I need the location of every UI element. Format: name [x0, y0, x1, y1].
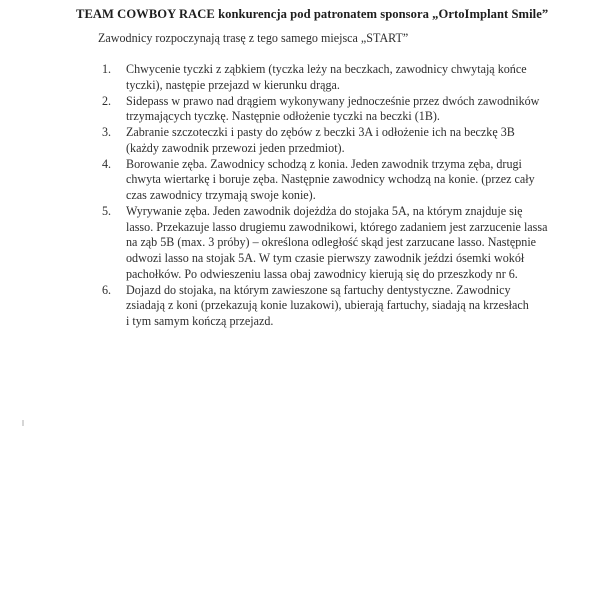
- step-text-line: na ząb 5B (max. 3 próby) – określona odległość skąd jest zarzucane lasso. Następnie: [126, 235, 537, 250]
- step-item: [102, 125, 522, 157]
- step-number: 3.: [102, 125, 112, 139]
- step-text-line: pachołków. Po odwieszeniu lassa obaj zawodnicy kierują się do przeszkody nr 6.: [126, 266, 518, 281]
- steps-list: [102, 62, 548, 330]
- step-text-line: lasso. Przekazuje lasso drugiemu zawodnikowi, którego zadaniem jest zarzucenie lassa: [126, 219, 548, 234]
- step-number: 2.: [102, 93, 112, 108]
- step-text-line: Wyrywanie zęba. Jeden zawodnik dojeżdża do stojaka 5A, na którym znajduje się: [126, 203, 523, 218]
- step-text-line: Zabranie szczoteczki i pasty do zębów z beczki 3A i odłożenie ich na beczkę 3B: [126, 125, 515, 139]
- step-item: [102, 156, 535, 204]
- step-text-line: Borowanie zęba. Zawodnicy schodzą z konia. Jeden zawodnik trzyma zęba, drugi: [126, 156, 522, 171]
- step-item: [102, 282, 529, 330]
- intro-text: Zawodnicy rozpoczynają trasę z tego samego miejsca „START”: [98, 31, 409, 45]
- step-text-line: i tym samym kończą przejazd.: [126, 314, 274, 328]
- step-text-line: Sidepass w prawo nad drągiem wykonywany jednocześnie przez dwóch zawodników: [126, 93, 540, 108]
- step-number: 1.: [102, 62, 112, 76]
- step-text-line: zsiadają z koni (przekazują konie luzakowi), ubierają fartuchy, siadają na krzesłach: [126, 298, 529, 313]
- step-number: 5.: [102, 203, 112, 218]
- step-text-line: Dojazd do stojaka, na którym zawieszone są fartuchy dentystyczne. Zawodnicy: [126, 282, 511, 297]
- step-number: 4.: [102, 156, 112, 171]
- step-number: 6.: [102, 282, 112, 297]
- step-item: [102, 93, 540, 126]
- step-text-line: odwozi lasso na stojak 5A. W tym czasie pierwszy zawodnik jeździ ósemki wokół: [126, 251, 525, 265]
- step-text-line: Chwycenie tyczki z ząbkiem (tyczka leży na beczkach, zawodnicy chwytają końce: [126, 62, 527, 76]
- step-text-line: czas zawodnicy trzymają swoje konie).: [126, 188, 316, 202]
- step-text-line: trzymających tyczkę. Następnie odłożenie tyczki na beczki (1B).: [126, 109, 440, 124]
- step-text-line: chwyta wiertarkę i boruje zęba. Następnie zawodnicy wchodzą na konie. (przez cały: [126, 172, 535, 187]
- scan-speck: [22, 420, 24, 426]
- step-item: [102, 62, 527, 94]
- step-item: [102, 203, 548, 283]
- step-text-line: tyczki), następie przejazd w kierunku drąga.: [126, 77, 340, 92]
- step-text-line: (każdy zawodnik przewozi jeden przedmiot).: [126, 140, 345, 155]
- document-title: TEAM COWBOY RACE konkurencja pod patronatem sponsora „OrtoImplant Smile”: [76, 7, 549, 21]
